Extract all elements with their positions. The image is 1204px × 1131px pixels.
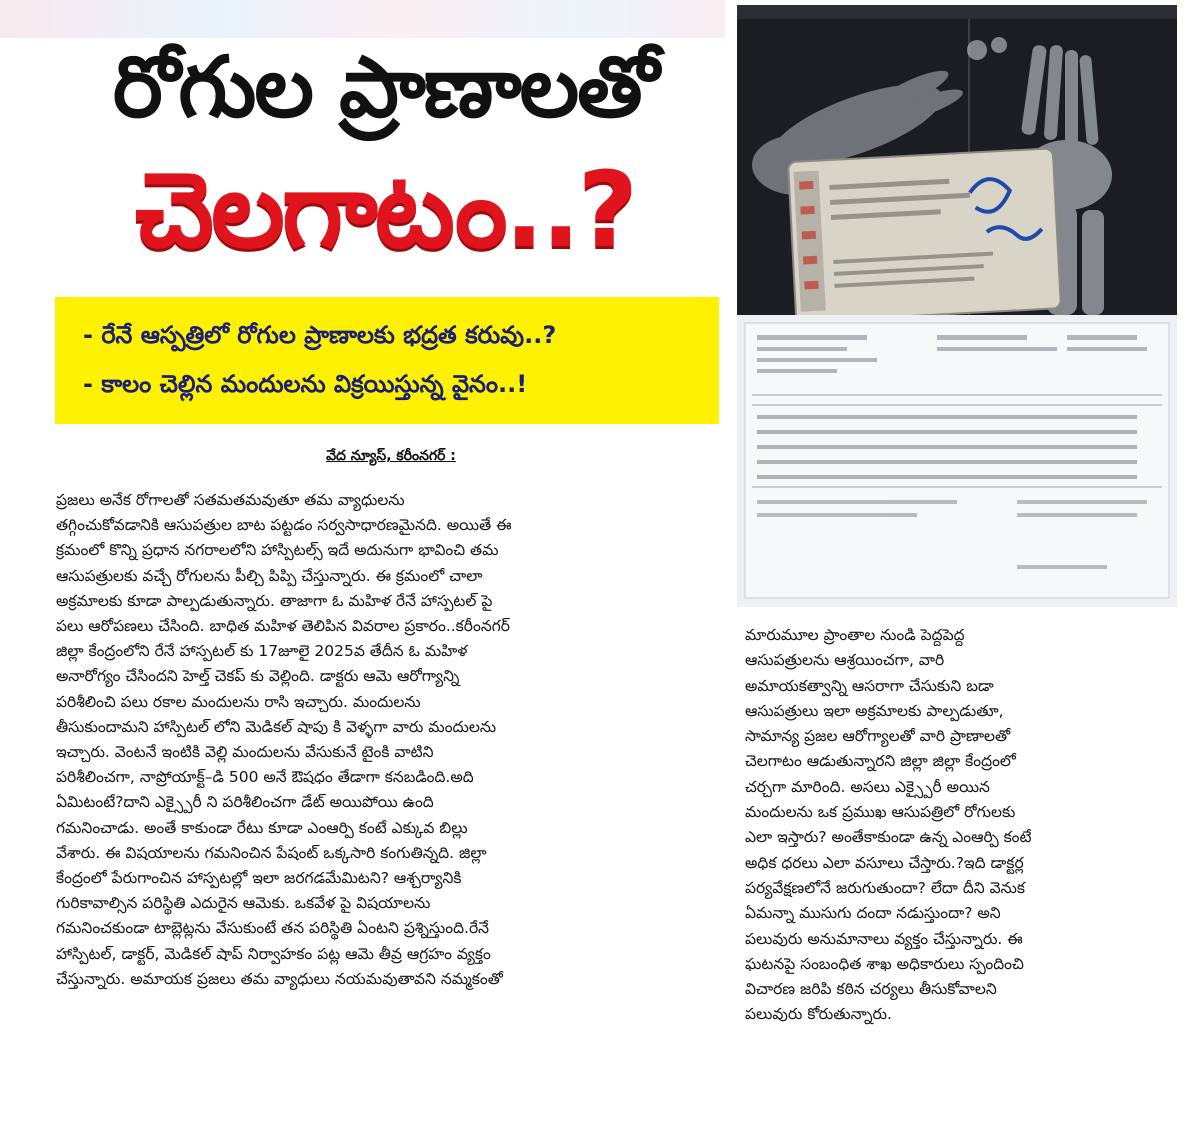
article-body-left (56, 488, 716, 992)
body-line: తీసుకుందామని హాస్పిటల్ లోని మెడికల్ షాపు కి వెళ్ళగా వారు మందులను (56, 717, 497, 736)
subheading-1: - రేనే ఆస్పత్రిలో రోగుల ప్రాణాలకు భద్రత కరువు..? (83, 321, 557, 349)
body-line: పర్యవేక్షణలోనే జరుగుతుందా? లేదా దీని వెనుక (745, 878, 1025, 897)
body-line: గురికావాల్సిన పరిస్థితి ఎదురైన ఆమెకు. ఒకవేళ పై విషయాలను (56, 894, 431, 913)
subheading-2: - కాలం చెల్లిన మందులను విక్రయిస్తున్న వైనం..! (83, 370, 528, 398)
body-line: చేస్తున్నారు. అమాయక ప్రజలు తమ వ్యాధులు నయమవుతావని నమ్మకంతో (56, 969, 503, 988)
body-line: అనారోగ్యం చేసిందని హెల్త్ చెకప్ కు వెల్లింది. డాక్టరు ఆమె ఆరోగ్యాన్ని (56, 667, 460, 686)
body-line: ఏమిటంటే?దాని ఎక్స్పైరీ ని పరిశీలించగా డేట్ అయిపోయి ఉంది (56, 793, 434, 812)
body-line: ఆసుపత్రులు ఇలా అక్రమాలకు పాల్పడుతూ, (745, 701, 1004, 720)
body-line: మారుమూల ప్రాంతాల నుండి పెద్దపెద్ద (745, 626, 965, 644)
body-line: కేంద్రంలో పేరుగాంచిన హాస్పటల్లో ఇలా జరగడమేమిటని? ఆశ్చర్యానికి (56, 869, 462, 888)
body-line: హాస్పిటల్, డాక్టర్, మెడికల్ షాప్ నిర్వాహకం పట్ల ఆమె తీవ్ర ఆగ్రహం వ్యక్తం (56, 944, 491, 963)
body-line: అమాయకత్వాన్ని ఆసరాగా చేసుకుని బడా (745, 676, 994, 695)
body-line: పరిశీలించి పలు రకాల మందులను రాసి ఇచ్చారు. మందులను (56, 692, 421, 711)
body-line: మందులను ఒక ప్రముఖ ఆసుపత్రిలో రోగులకు (745, 803, 1016, 822)
body-line: చర్చగా మారింది. అసలు ఎక్స్పైరీ అయిన (745, 777, 990, 796)
body-line: ఘటనపై సంబంధిత శాఖ అధికారులు స్పందించి (745, 954, 1024, 973)
body-line: ప్రజలు అనేక రోగాలతో సతమతమవుతూ తమ వ్యాధులను (56, 491, 405, 509)
body-line: ఎలా ఇస్తారు? అంతేకాకుండా ఉన్న ఎంఆర్పి కంటే (745, 828, 1032, 847)
article-body-right (745, 623, 1185, 1028)
body-line: విచారణ జరిపి కఠిన చర్యలు తీసుకోవాలని (745, 980, 997, 999)
body-line: క్రమంలో కొన్ని ప్రధాన నగరాలలోని హాస్పిటల్స్ ఇదే అదునుగా భావించి తమ (56, 541, 499, 560)
body-line: సామాన్య ప్రజల ఆరోగ్యాలతో వారి ప్రాణాలతో (745, 727, 1011, 746)
photo-illustration (737, 5, 1177, 607)
xray-medicine-bill-photo (737, 5, 1177, 607)
body-line: ఇచ్చారు. వెంటనే ఇంటికి వెల్లి మందులను వేసుకునే టైంకి వాటిని (56, 743, 434, 762)
body-line: వేశారు. ఈ విషయాలను గమనించిన పేషంట్ ఒక్కసారి కంగుతిన్నది. జిల్లా (56, 843, 487, 862)
body-line: పలువురు కోరుతున్నారు. (745, 1005, 892, 1024)
body-line: తగ్గించుకోవడానికి ఆసుపత్రుల బాట పట్టడం సర్వసాధారణమైనది. అయితే ఈ (56, 516, 512, 535)
body-line: చెలగాటం ఆడుతున్నారని జిల్లా జిల్లా కేంద్రంలో (745, 752, 1016, 771)
body-line: గమనించాడు. అంతే కాకుండా రేటు కూడా ఎంఆర్పి కంటే ఎక్కువ బిల్లు (56, 818, 468, 837)
byline: వేద న్యూస్, కరీంనగర్ : (326, 448, 456, 464)
headline-line-2: చెలగాటం..? (135, 149, 635, 271)
body-line: ఆసుపత్రులను ఆశ్రయించగా, వారి (745, 651, 945, 670)
body-line: అక్రమాలకు కూడా పాల్పడుతున్నారు. తాజాగా ఓ మహిళ రేనే హాస్పటల్ పై (56, 591, 493, 610)
headline-line-1: రోగుల ప్రాణాలతో (112, 38, 658, 136)
body-line: జిల్లా కేంద్రంలోని రేనే హాస్పటల్ కు 17జూలై 2025వ తేదీన ఓ మహిళ (56, 642, 468, 661)
body-line: ఏమన్నా ముసుగు దందా నడుస్తుందా? అని (745, 904, 1001, 923)
subheading-box (55, 297, 719, 424)
body-line: గమనించకుండా టాబ్లెట్లను వేసుకుంటే తన పరిస్థితి ఏంటని ప్రశ్నిస్తుంది.రేనే (56, 919, 490, 938)
body-line: పరిశీలించగా, నాప్రోయాక్ట్–డి 500 అనే ఔషధం తేడాగా కనబడింది.అది (56, 768, 474, 787)
body-line: పలు ఆరోపణలు చేసింది. బాధిత మహిళ తెలిపిన వివరాల ప్రకారం..కరీంనగర్ (56, 617, 510, 636)
body-line: ఆసుపత్రులకు వచ్చే రోగులను పీల్చి పిప్పి చేస్తున్నారు. ఈ క్రమంలో చాలా (56, 566, 483, 585)
body-line: పలువురు అనుమానాలు వ్యక్తం చేస్తున్నారు. ఈ (745, 929, 1023, 948)
body-line: అధిక ధరలు ఎలా వసూలు చేస్తారు.?ఇది డాక్టర్ల (745, 853, 1024, 872)
